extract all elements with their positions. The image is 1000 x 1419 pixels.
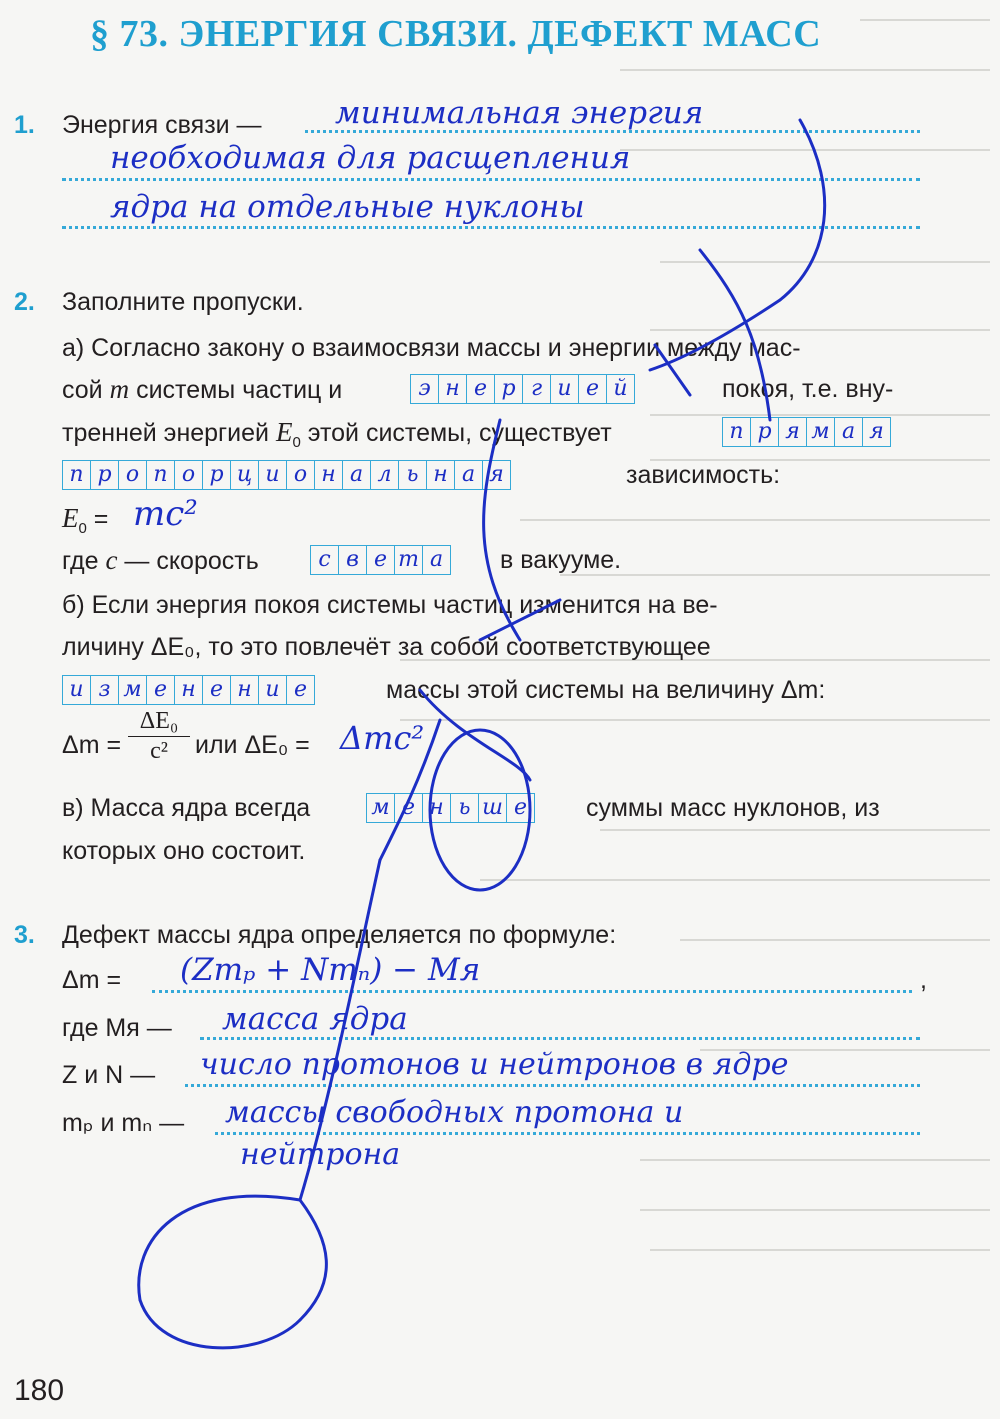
letter-cell[interactable]: и	[258, 675, 287, 705]
letter-boxes-energy[interactable]	[410, 374, 635, 404]
question-text: которых оно состоит.	[62, 837, 306, 865]
handwritten-answer: масса ядра	[222, 1001, 408, 1037]
page-number: 180	[14, 1374, 65, 1407]
formula-delta-e0: или ΔE₀ =	[195, 731, 310, 759]
question-text: сой m системы частиц и	[62, 374, 343, 404]
handwritten-answer: минимальная энергия	[335, 95, 704, 131]
question-2-prompt: Заполните пропуски.	[62, 288, 304, 316]
letter-cell[interactable]: ц	[230, 460, 259, 490]
question-3-prompt: Дефект массы ядра определяется по формуле:	[62, 921, 617, 949]
question-3-number: 3.	[14, 921, 35, 949]
letter-cell[interactable]: ш	[478, 793, 507, 823]
handwritten-answer: необходимая для расщепления	[110, 140, 631, 176]
answer-line	[185, 1084, 920, 1087]
letter-cell[interactable]: н	[438, 374, 467, 404]
letter-cell[interactable]: е	[394, 793, 423, 823]
letter-cell[interactable]: н	[230, 675, 259, 705]
letter-cell[interactable]: э	[410, 374, 439, 404]
letter-cell[interactable]: р	[90, 460, 119, 490]
question-text: где c — скорость	[62, 545, 259, 575]
letter-cell[interactable]: а	[342, 460, 371, 490]
letter-cell[interactable]: е	[466, 374, 495, 404]
letter-boxes-less[interactable]	[366, 793, 535, 823]
letter-cell[interactable]: н	[426, 460, 455, 490]
letter-cell[interactable]: и	[258, 460, 287, 490]
letter-cell[interactable]: а	[422, 545, 451, 575]
letter-cell[interactable]: р	[494, 374, 523, 404]
question-2-number: 2.	[14, 288, 35, 316]
question-text: личину ΔE₀, то это повлечёт за собой соответствующее	[62, 633, 711, 661]
definition-label: где Mя —	[62, 1014, 172, 1042]
letter-cell[interactable]: в	[338, 545, 367, 575]
letter-cell[interactable]: м	[118, 675, 147, 705]
letter-boxes-direct[interactable]	[722, 417, 891, 447]
question-text: зависимость:	[626, 461, 781, 489]
letter-cell[interactable]: с	[310, 545, 339, 575]
question-text: в вакууме.	[500, 546, 622, 574]
formula-e0: $E_0$ =	[62, 503, 109, 537]
answer-line	[200, 1037, 920, 1040]
handwritten-answer: ядра на отдельные нуклоны	[110, 189, 585, 225]
letter-cell[interactable]: а	[454, 460, 483, 490]
letter-boxes-change[interactable]	[62, 675, 315, 705]
letter-cell[interactable]: й	[606, 374, 635, 404]
letter-cell[interactable]: о	[286, 460, 315, 490]
letter-cell[interactable]: е	[202, 675, 231, 705]
letter-cell[interactable]: о	[174, 460, 203, 490]
letter-cell[interactable]: е	[506, 793, 535, 823]
definition-label: mₚ и mₙ —	[62, 1109, 185, 1137]
letter-cell[interactable]: я	[482, 460, 511, 490]
letter-cell[interactable]: п	[722, 417, 751, 447]
question-text: массы этой системы на величину Δm:	[386, 676, 826, 704]
letter-cell[interactable]: ь	[398, 460, 427, 490]
letter-cell[interactable]: н	[174, 675, 203, 705]
handwritten-answer: mc²	[133, 494, 198, 534]
letter-cell[interactable]: р	[202, 460, 231, 490]
question-text: покоя, т.е. вну-	[722, 375, 894, 403]
letter-boxes-light[interactable]	[310, 545, 451, 575]
letter-cell[interactable]: и	[550, 374, 579, 404]
letter-cell[interactable]: м	[806, 417, 835, 447]
formula-label: Δm =	[62, 966, 122, 994]
handwritten-answer: нейтрона	[240, 1137, 401, 1172]
letter-cell[interactable]: п	[146, 460, 175, 490]
handwritten-answer: (Zmₚ + Nmₙ) − Mя	[180, 952, 481, 988]
fraction-numerator: ΔE₀	[139, 708, 179, 734]
letter-cell[interactable]: е	[578, 374, 607, 404]
punctuation: ,	[920, 966, 927, 994]
letter-cell[interactable]: н	[422, 793, 451, 823]
letter-cell[interactable]: з	[90, 675, 119, 705]
handwritten-answer: число протонов и нейтронов в ядре	[200, 1047, 789, 1082]
question-text: б) Если энергия покоя системы частиц изменится на ве-	[62, 591, 718, 619]
letter-cell[interactable]: м	[366, 793, 395, 823]
letter-cell[interactable]: е	[366, 545, 395, 575]
handwritten-answer: массы свободных протона и	[225, 1095, 684, 1130]
fraction	[128, 708, 190, 765]
answer-line	[215, 1132, 920, 1135]
letter-cell[interactable]: я	[862, 417, 891, 447]
answer-line	[62, 178, 920, 181]
letter-cell[interactable]: ь	[450, 793, 479, 823]
question-text: тренней энергией $E_0$ этой системы, существует	[62, 417, 612, 451]
fraction-bar	[128, 736, 190, 737]
letter-cell[interactable]: я	[778, 417, 807, 447]
question-1-prompt: Энергия связи —	[62, 111, 262, 139]
letter-cell[interactable]: п	[62, 460, 91, 490]
letter-cell[interactable]: е	[146, 675, 175, 705]
page-title: § 73. ЭНЕРГИЯ СВЯЗИ. ДЕФЕКТ МАСС	[90, 13, 822, 55]
letter-boxes-proportional[interactable]	[62, 460, 511, 490]
question-text: а) Согласно закону о взаимосвязи массы и энергии между мас-	[62, 334, 801, 362]
definition-label: Z и N —	[62, 1061, 156, 1089]
letter-cell[interactable]: а	[834, 417, 863, 447]
fraction-denominator: c²	[150, 738, 168, 764]
answer-line	[62, 226, 920, 229]
handwritten-answer: Δmc²	[340, 719, 425, 757]
letter-cell[interactable]: г	[522, 374, 551, 404]
question-text: в) Масса ядра всегда	[62, 794, 311, 822]
question-text: суммы масс нуклонов, из	[586, 794, 880, 822]
letter-cell[interactable]: р	[750, 417, 779, 447]
letter-cell[interactable]: л	[370, 460, 399, 490]
answer-line	[152, 990, 912, 993]
letter-cell[interactable]: о	[118, 460, 147, 490]
letter-cell[interactable]: е	[286, 675, 315, 705]
question-1-number: 1.	[14, 111, 35, 139]
letter-cell[interactable]: н	[314, 460, 343, 490]
formula-delta-m: Δm =	[62, 731, 122, 759]
letter-cell[interactable]: и	[62, 675, 91, 705]
letter-cell[interactable]: т	[394, 545, 423, 575]
